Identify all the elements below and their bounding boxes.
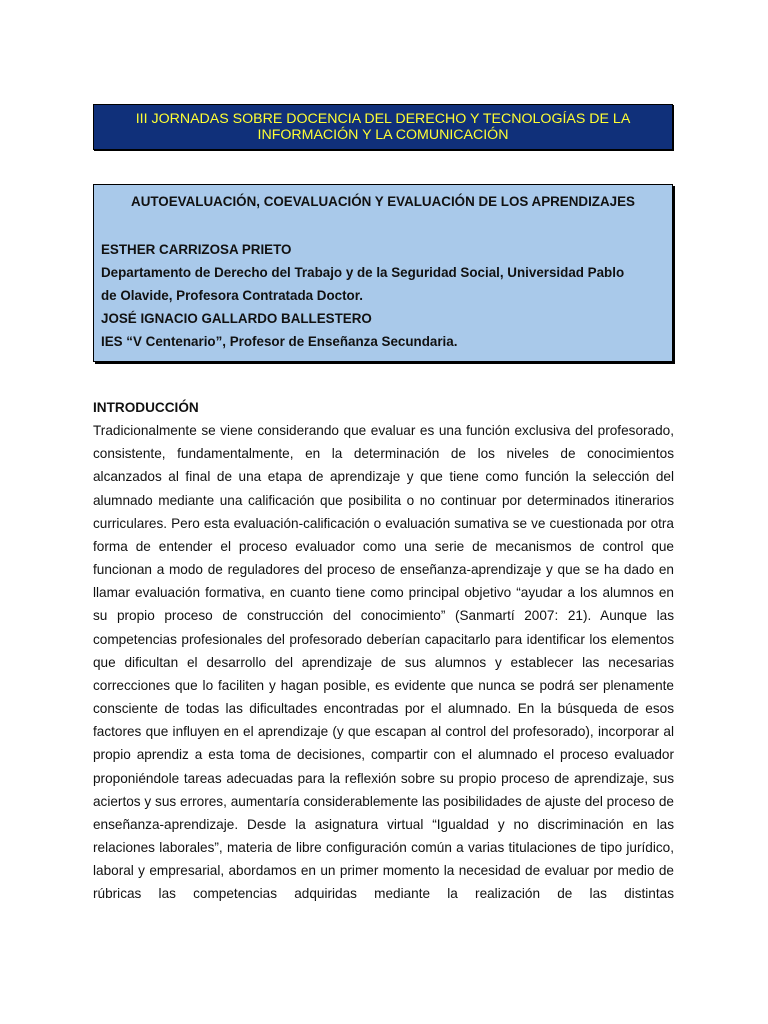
introduction-paragraph: Tradicionalmente se viene considerando que evaluar es una función exclusiva del profesorado, consistente, fundamentalmente, en la determinación de los niveles de conocimientos alcanzados al final de una etapa de aprendizaje y que tiene como función la selección del alumnado mediante una calificación que posibilita o no continuar por determinados itinerarios curriculares. Pero esta evaluación-calificación o evaluación sumativa se ve cuestionada por otra forma de entender el proceso evaluador como una serie de mecanismos de control que funcionan a modo de reguladores del proceso de enseñanza-aprendizaje y que se ha dado en llamar evaluación formativa, en cuanto tiene como principal objetivo “ayudar a los alumnos en su propio proceso de construcción del conocimiento” (Sanmartí 2007: 21). Aunque las competencias profesionales del profesorado deberían capacitarlo para identificar los elementos que dificultan el desarrollo del aprendizaje de sus alumnos y establecer las necesarias correcciones que lo faciliten y hagan posible, es evidente que nunca se podrá ser plenamente consciente de todas las dificultades encontradas por el alumnado. En la búsqueda de esos factores que influyen en el aprendizaje (y que escapan al control del profesorado), incorporar al propio aprendiz a esta toma de decisiones, compartir con el alumnado el proceso evaluador proponiéndole tareas adecuadas para la reflexión sobre su propio proceso de aprendizaje, sus aciertos y sus errores, aumentaría considerablemente las posibilidades de ajuste del proceso de enseñanza-aprendizaje. Desde la asignatura virtual “Igualdad y no discriminación en las relaciones laborales”, materia de libre configuración común a varias titulaciones de tipo jurídico, laboral y empresarial, abordamos en un primer momento la necesidad de evaluar por medio de rúbricas las competencias adquiridas mediante la realización de las distintas xyxy=(93,423,674,902)
author-2-name: JOSÉ IGNACIO GALLARDO BALLESTERO xyxy=(101,311,372,326)
conference-header-line-1: III JORNADAS SOBRE DOCENCIA DEL DERECHO Y TECNOLOGÍAS DE LA xyxy=(135,111,631,127)
conference-header-banner xyxy=(93,104,673,150)
author-block xyxy=(101,238,664,353)
introduction-heading: INTRODUCCIÓN xyxy=(93,400,199,415)
introduction-section xyxy=(93,396,674,905)
author-1-affiliation-line-2: de Olavide, Profesora Contratada Doctor. xyxy=(101,288,363,303)
author-2-affiliation: IES “V Centenario”, Profesor de Enseñanza Secundaria. xyxy=(101,334,458,349)
author-1-name: ESTHER CARRIZOSA PRIETO xyxy=(101,242,292,257)
conference-header-line-2: INFORMACIÓN Y LA COMUNICACIÓN xyxy=(257,127,509,143)
paper-title: AUTOEVALUACIÓN, COEVALUACIÓN Y EVALUACIÓN DE LOS APRENDIZAJES xyxy=(131,194,635,209)
author-1-affiliation-line-1: Departamento de Derecho del Trabajo y de la Seguridad Social, Universidad Pablo xyxy=(101,265,625,280)
paper-title-box xyxy=(93,184,673,362)
